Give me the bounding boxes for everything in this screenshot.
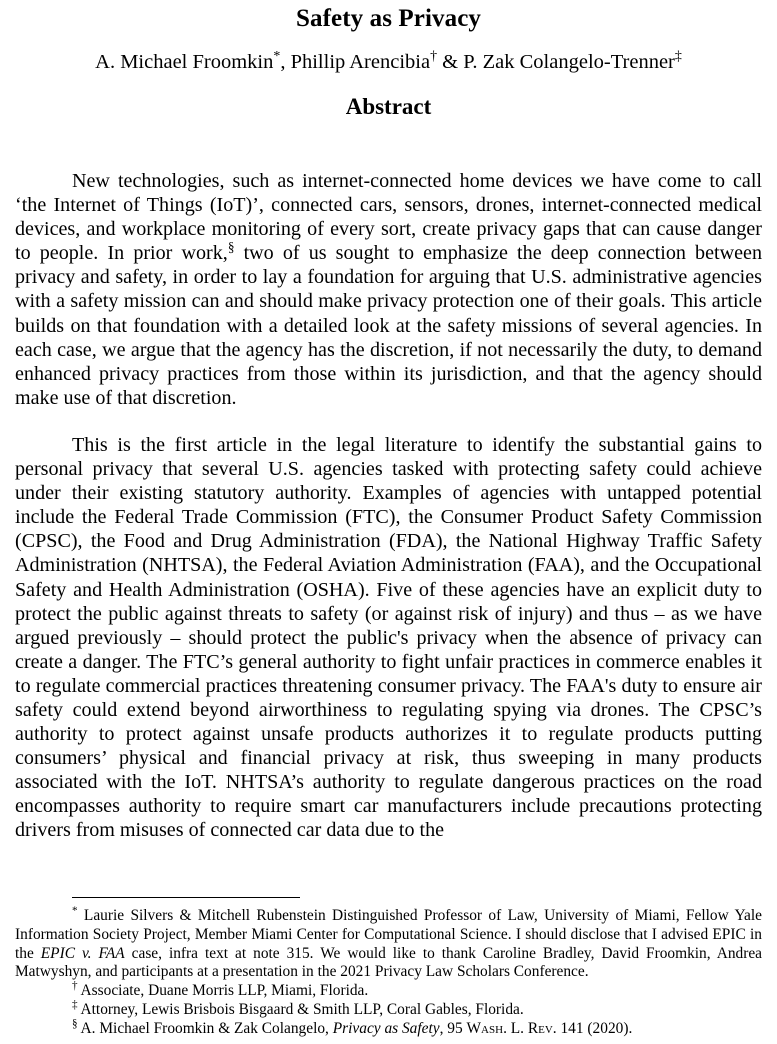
paragraph-1-footnote-marker: § <box>227 239 235 255</box>
footnote-section-article-title: Privacy as Safety <box>332 1020 440 1038</box>
document-page <box>0 4 777 1044</box>
abstract-paragraph-2 <box>15 433 762 843</box>
footnote-separator-rule <box>72 897 300 898</box>
footnote-asterisk <box>15 907 762 981</box>
footnote-marker-asterisk: * <box>72 905 78 918</box>
author-footnote-marker-1: * <box>273 49 281 65</box>
footnote-section-text-2: , 95 <box>439 1020 467 1038</box>
abstract-paragraph-1 <box>15 169 762 410</box>
author-name-3: P. Zak Colangelo-Trenner <box>463 51 675 73</box>
footnote-dagger-text: Associate, Duane Morris LLP, Miami, Florida. <box>77 982 369 1000</box>
footnote-marker-double-dagger: ‡ <box>72 999 78 1012</box>
paragraph-2-text: This is the first article in the legal literature to identify the substantial gains to personal privacy that several U.S. agencies tasked with protecting safety could achieve under their existing statutory authority. Examples of agencies with untapped potential include the Federal Trade Commission (FTC), the Consumer Product Safety Commission (CPSC), the Food and Drug Administration (FDA), the National Highway Traffic Safety Administration (NHTSA), the Federal Aviation Administration (FAA), and the Occupational Safety and Health Administration (OSHA). Five of these agencies have an explicit duty to protect the public against threats to safety (or against risk of injury) and thus – as we have argued previously – should protect the public's privacy when the absence of privacy can create a danger. The FTC’s general authority to fight unfair practices in commerce enables it to regulate commercial practices threatening consumer privacy. The FAA's duty to ensure air safety could extend beyond airworthiness to regulating spying via drones. The CPSC’s authority to protect against unsafe products authorizes it to regulate products putting consumers’ physical and financial privacy at risk, thus sweeping in many products associated with the IoT. NHTSA’s authority to regulate dangerous practices on the road encompasses authority to require smart car manufacturers include precautions protecting drivers from misuses of connected car data due to the <box>15 433 762 842</box>
author-footnote-marker-2: † <box>430 49 438 65</box>
paragraph-1-text-after-marker: two of us sought to emphasize the deep connection between privacy and safety, in order to lay a foundation for arguing that U.S. administrative agencies with a safety mission can and should make privacy protection one of their goals. This article builds on that foundation with a detailed look at the safety missions of several agencies. In each case, we argue that the agency has the discretion, if not necessarily the duty, to demand enhanced privacy practices from those within its jurisdiction, and that the agency should make use of that discretion. <box>15 242 763 409</box>
abstract-heading: Abstract <box>345 94 432 119</box>
footnote-double-dagger <box>15 1001 762 1020</box>
footnote-asterisk-text-2: case, infra text at note 315. We would like to thank Caroline Bradley, David Froomkin, Andrea Matwyshyn, and participants at a presentation in the 2021 Privacy Law Scholars Conference. <box>15 944 762 981</box>
author-separator-2: & <box>437 51 464 73</box>
footnote-double-dagger-text: Attorney, Lewis Brisbois Bisgaard & Smith LLP, Coral Gables, Florida. <box>77 1001 524 1019</box>
footnote-section-journal-name: Wash. L. Rev. <box>466 1020 557 1038</box>
author-separator-1: , <box>280 51 291 73</box>
abstract-body <box>15 169 762 843</box>
author-footnote-marker-3: ‡ <box>674 49 682 65</box>
footnote-section <box>15 1020 762 1039</box>
author-name-2: Phillip Arencibia <box>290 51 431 73</box>
footnote-asterisk-case-name: EPIC v. FAA <box>40 944 125 962</box>
author-byline <box>15 49 762 75</box>
author-name-1: A. Michael Froomkin <box>95 51 274 73</box>
footnote-section-text-3: 141 (2020). <box>556 1020 633 1038</box>
paragraph-1-text-before-marker: New technologies, such as internet‐connected home devices we have come to call ‘the Internet of Things (IoT)’, connected cars, sensors, drones, internet‐connected medical devices, and workplace monitoring of every sort, create privacy gaps that can cause danger to people. In prior work, <box>15 170 762 265</box>
page-title: Safety as Privacy <box>296 5 481 32</box>
footnote-asterisk-text-1: Laurie Silvers & Mitchell Rubenstein Distinguished Professor of Law, University of Miami, Fellow Yale Information Society Project, Member Miami Center for Computational Science. I should disclose that I advised EPIC in the <box>15 907 762 962</box>
footnote-area <box>15 897 762 1039</box>
footnote-section-text-1: A. Michael Froomkin & Zak Colangelo, <box>77 1020 333 1038</box>
footnote-dagger <box>15 982 762 1001</box>
footnote-marker-dagger: † <box>72 980 78 993</box>
footnote-marker-section: § <box>72 1018 78 1031</box>
